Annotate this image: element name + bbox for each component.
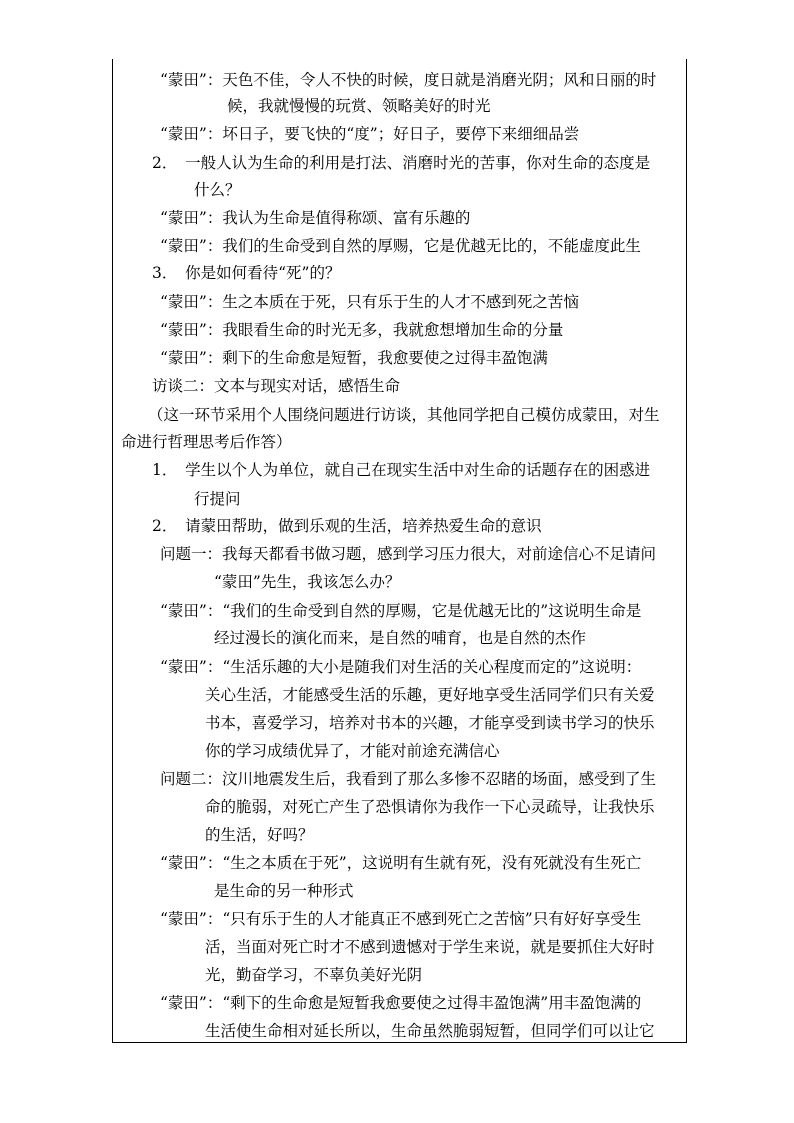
text-line: （这一环节采用个人围绕问题进行访谈，其他同学把自己模仿成蒙田，对生: [148, 406, 660, 424]
text-line: “蒙田”：我眼看生命的时光无多，我就愈想增加生命的分量: [160, 321, 564, 339]
text-line: 3． 你是如何看待“死”的？: [152, 264, 341, 282]
text-line: 经过漫长的演化而来，是自然的哺育，也是自然的杰作: [214, 629, 587, 647]
text-line: 行提问: [194, 490, 241, 508]
text-line: 书本，喜爱学习，培养对书本的兴趣，才能享受到读书学习的快乐: [205, 714, 655, 732]
text-line: “蒙田”：天色不佳，令人不快的时候，度日就是消磨光阴；风和日丽的时: [160, 71, 657, 89]
text-line: 什么？: [194, 181, 241, 199]
text-line: 2． 一般人认为生命的利用是打法、消磨时光的苦事，你对生命的态度是: [152, 154, 651, 172]
text-line: 活，当面对死亡时才不感到遗憾对于学生来说，就是要抓住大好时: [205, 938, 655, 956]
text-line: 2． 请蒙田帮助，做到乐观的生活，培养热爱生命的意识: [152, 517, 542, 535]
text-line: 关心生活，才能感受生活的乐趣，更好地享受生活同学们只有关爱: [205, 686, 655, 704]
text-line: 1． 学生以个人为单位，就自己在现实生活中对生命的话题存在的困惑进: [152, 461, 651, 479]
text-line: “蒙田”：我认为生命是值得称颂、富有乐趣的: [160, 209, 471, 227]
text-line: 是生命的另一种形式: [214, 882, 354, 900]
text-line: 问题一：我每天都看书做习题，感到学习压力很大，对前途信心不足请问: [160, 545, 657, 563]
text-line: 命进行哲理思考后作答）: [121, 433, 292, 451]
text-line: “蒙田”：坏日子，要飞快的“度”；好日子，要停下来细细品尝: [160, 125, 580, 143]
text-line: “蒙田”：“剩下的生命愈是短暂我愈要使之过得丰盈饱满”用丰盈饱满的: [160, 994, 642, 1012]
text-line: “蒙田”：“生之本质在于死”，这说明有生就有死，没有死就没有生死亡: [160, 854, 642, 872]
text-line: “蒙田”先生，我该怎么办？: [214, 573, 401, 591]
text-line: 光，勤奋学习，不辜负美好光阴: [205, 966, 423, 984]
text-line: “蒙田”：“生活乐趣的大小是随我们对生活的关心程度而定的”这说明：: [160, 658, 642, 676]
text-line: 命的脆弱，对死亡产生了恐惧请你为我作一下心灵疏导，让我快乐: [205, 798, 655, 816]
text-line: 问题二：汶川地震发生后，我看到了那么多惨不忍睹的场面，感受到了生: [160, 770, 657, 788]
text-line: “蒙田”：“我们的生命受到自然的厚赐，它是优越无比的”这说明生命是: [160, 602, 642, 620]
section-heading: 访谈二：文本与现实对话，感悟生命: [152, 377, 401, 395]
text-line: “蒙田”：我们的生命受到自然的厚赐，它是优越无比的，不能虚度此生: [160, 237, 641, 255]
text-line: 候，我就慢慢的玩赏、领略美好的时光: [227, 97, 491, 115]
text-line: “蒙田”：剩下的生命愈是短暂，我愈要使之过得丰盈饱满: [160, 349, 548, 367]
text-line: “蒙田”：生之本质在于死，只有乐于生的人才不感到死之苦恼: [160, 293, 579, 311]
text-line: “蒙田”：“只有乐于生的人才能真正不感到死亡之苦恼”只有好好享受生: [160, 910, 642, 928]
text-line: 生活使生命相对延长所以，生命虽然脆弱短暂，但同学们可以让它: [205, 1022, 655, 1040]
text-line: 的生活，好吗？: [205, 826, 314, 844]
text-line: 你的学习成绩优异了，才能对前途充满信心: [205, 742, 500, 760]
